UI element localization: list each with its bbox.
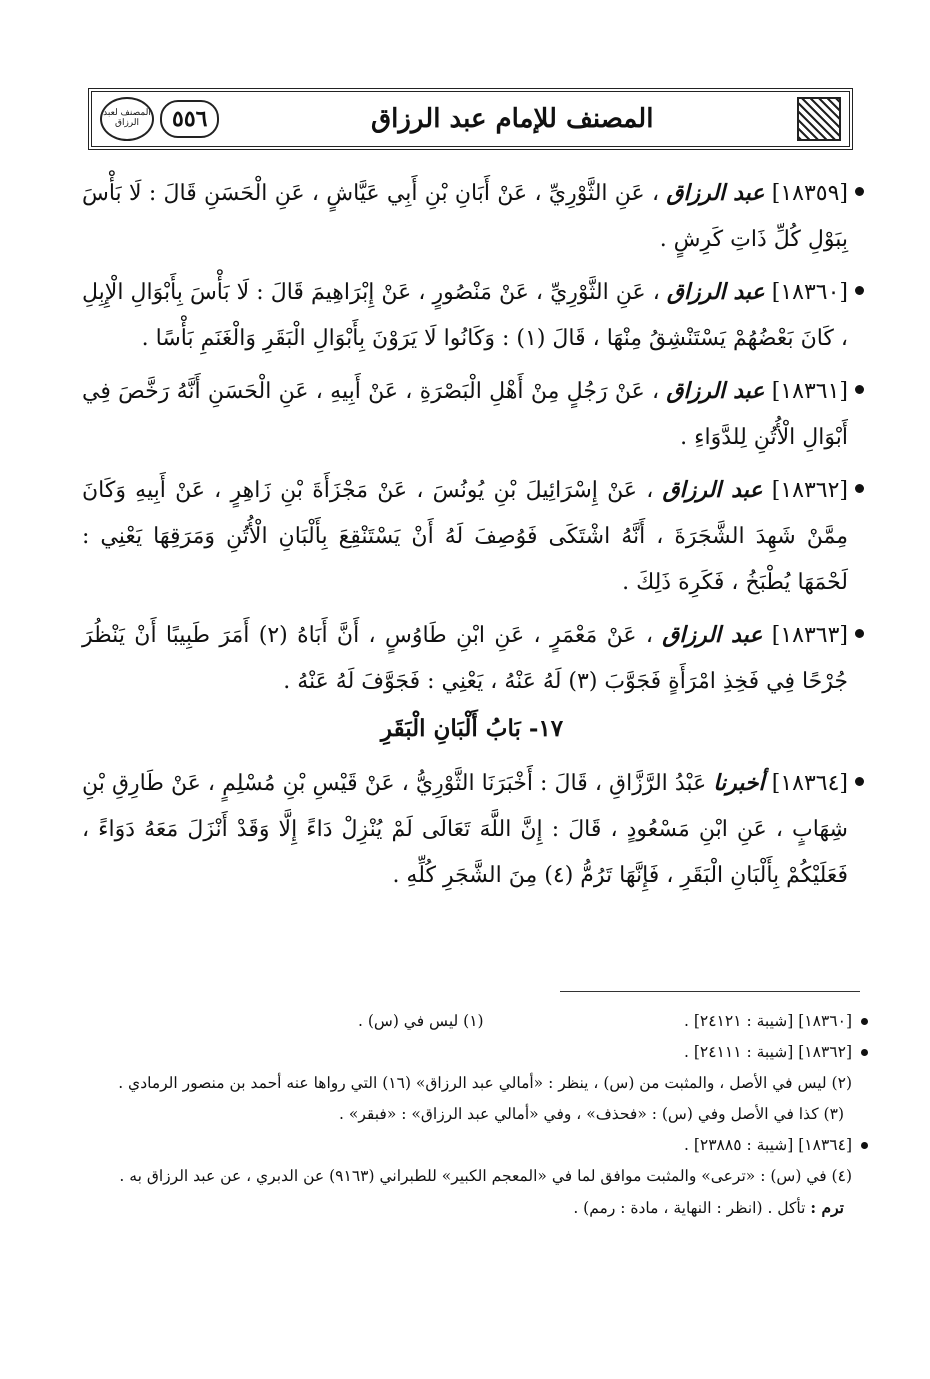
hadith-entry <box>82 612 862 705</box>
chapter-heading: ١٧- بَابُ أَلْبَانِ الْبَقَرِ <box>380 715 564 742</box>
gloss <box>88 1192 866 1224</box>
entry-text: عَبْدُ الرَّزَّاقِ ، قَالَ : أَخْبَرَنَا الثَّوْرِيُّ ، عَنْ قَيْسِ بْنِ مُسْلِمٍ ، عَنْ طَارِقِ بْنِ شِهَابٍ ، عَنِ ابْنِ مَسْعُودٍ ، قَالَ : إِنَّ اللَّهَ تَعَالَى لَمْ يُنْزِلْ دَاءً إِلَّا وَقَدْ أَنْزَلَ مَعَهُ دَوَاءً ، فَعَلَيْكُمْ بِأَلْبَانِ الْبَقَرِ ، فَإِنَّهَا تَرُمُّ (٤) مِنَ الشَّجَرِ كُلِّهِ . <box>82 771 848 888</box>
bullet-icon <box>861 1018 868 1025</box>
gloss-label: ترم : <box>810 1198 844 1217</box>
entry-number: [١٨٣٦٤] <box>771 771 848 796</box>
entry-narrator: عبد الرزاق <box>662 622 763 648</box>
bullet-icon <box>855 484 864 493</box>
hadith-entry <box>82 368 862 461</box>
header-left <box>100 97 227 141</box>
entry-narrator: عبد الرزاق <box>666 180 765 206</box>
page-number: ٥٥٦ <box>160 100 219 138</box>
entry-text: ، عَنِ الثَّوْرِيِّ ، عَنْ مَنْصُورٍ ، عَنْ إِبْرَاهِيمَ قَالَ : لَا بَأْسَ بِأَبْوَالِ الْإِبِلِ ، كَانَ بَعْضُهُمْ يَسْتَنْشِقُ مِنْهَا ، قَالَ (١) : وَكَانُوا لَا يَرَوْنَ بِأَبْوَالِ الْبَقَرِ وَالْغَنَمِ بَأْسًا . <box>82 280 848 351</box>
hadith-entry <box>82 467 862 606</box>
bullet-icon <box>861 1049 868 1056</box>
ornament-icon <box>797 97 841 141</box>
entry-text: ، عَنْ إِسْرَائِيلَ بْنِ يُونُسَ ، عَنْ مَجْزَأَةَ بْنِ زَاهِرٍ ، عَنْ أَبِيهِ وَكَانَ مِمَّنْ شَهِدَ الشَّجَرَةَ ، أَنَّهُ اشْتَكَى فَوُصِفَ لَهُ أَنْ يَسْتَنْقِعَ بِأَلْبَانِ الْأُتُنِ وَمَرَقِهَا يَعْنِي : لَحْمَهَا يُطْبَخُ ، فَكَرِهَ ذَلِكَ . <box>82 478 848 595</box>
bullet-icon <box>855 187 864 196</box>
running-title: المصنف للإمام عبد الرزاق <box>370 104 654 134</box>
footnote-row <box>88 1006 866 1037</box>
reference-note: [١٨٣٦٤] [شيبة : ٢٣٨٨٥] . <box>684 1136 852 1154</box>
entry-number: [١٨٣٦٠] <box>771 280 849 305</box>
hadith-entry <box>82 269 862 362</box>
bullet-icon <box>855 629 864 638</box>
reference-note: [١٨٣٦٠] [شيبة : ٢٤١٢١] . <box>684 1012 852 1030</box>
footnote-row <box>88 1130 866 1161</box>
entry-number: [١٨٣٦١] <box>771 379 848 404</box>
hadith-entry <box>82 760 862 899</box>
entry-narrator: أخبرنا <box>713 770 765 796</box>
bullet-icon <box>855 286 864 295</box>
entry-text: ، عَنِ الثَّوْرِيِّ ، عَنْ أَبَانِ بْنِ أَبِي عَيَّاشٍ ، عَنِ الْحَسَنِ قَالَ : لَا بَأْسَ بِبَوْلِ كُلِّ ذَاتِ كَرِشٍ . <box>82 181 848 252</box>
footnotes <box>88 1006 866 1224</box>
entry-number: [١٨٣٥٩] <box>771 181 848 206</box>
entry-narrator: عبد الرزاق <box>662 477 763 503</box>
footnote: (٣) كذا في الأصل وفي (س) : «فحذف» ، وفي «أمالي عبد الرزاق» : «فبقر» . <box>339 1105 844 1123</box>
seal-icon: المصنف لعبد الرزاق <box>100 97 154 141</box>
bullet-icon <box>855 385 864 394</box>
entry-number: [١٨٣٦٢] <box>771 478 849 503</box>
footnote-row <box>88 1037 866 1068</box>
header-right <box>797 97 841 141</box>
page-header <box>88 88 853 150</box>
entry-narrator: عبد الرزاق <box>666 279 765 305</box>
bullet-icon <box>855 777 864 786</box>
footnote: (٤) في (س) : «ترعى» والمثبت موافق لما في «المعجم الكبير» للطبراني (٩١٦٣) عن الدبري ، عن عبد الرزاق به . <box>119 1167 852 1185</box>
footnote: (١) ليس في (س) . <box>358 1012 484 1030</box>
gloss-text: تأكل . (انظر : النهاية ، مادة : رمم) . <box>573 1199 806 1217</box>
footnote: (٢) ليس في الأصل ، والمثبت من (س) ، ينظر : «أمالي عبد الرزاق» (١٦) التي رواها عنه أحمد بن منصور الرمادي . <box>118 1074 852 1092</box>
bullet-icon <box>861 1142 868 1149</box>
entry-text: ، عَنْ رَجُلٍ مِنْ أَهْلِ الْبَصْرَةِ ، عَنْ أَبِيهِ ، عَنِ الْحَسَنِ أَنَّهُ رَخَّصَ فِي أَبْوَالِ الْأُتُنِ لِلدَّوَاءِ . <box>82 379 848 450</box>
hadith-entry <box>82 170 862 263</box>
entry-number: [١٨٣٦٣] <box>771 623 849 648</box>
main-text <box>82 170 862 905</box>
reference-note: [١٨٣٦٢] [شيبة : ٢٤١١١] . <box>684 1043 852 1061</box>
footnote-divider <box>560 991 860 992</box>
entry-text: ، عَنْ مَعْمَرٍ ، عَنِ ابْنِ طَاوُسٍ ، أَنَّ أَبَاهُ (٢) أَمَرَ طَبِيبًا أَنْ يَنْظُرَ جُرْحًا فِي فَخِذِ امْرَأَةٍ فَجَوَّبَ (٣) لَهُ عَنْهُ ، يَعْنِي : فَجَوَّفَ لَهُ عَنْهُ . <box>82 623 848 694</box>
entry-narrator: عبد الرزاق <box>666 378 765 404</box>
